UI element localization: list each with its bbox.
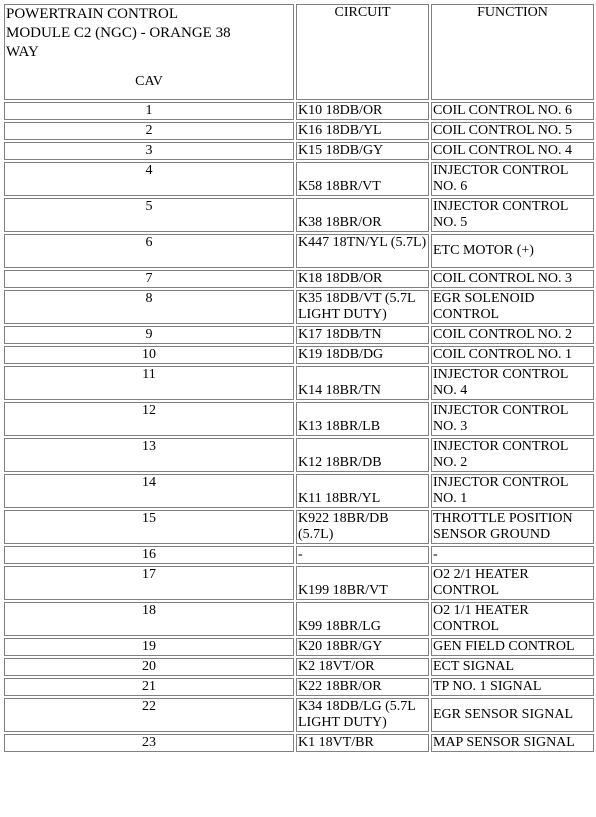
cav-cell: 14: [4, 474, 294, 508]
cav-cell: 19: [4, 638, 294, 656]
table-row: [4, 546, 594, 564]
circuit-cell: K20 18BR/GY: [296, 638, 429, 656]
table-row: [4, 326, 594, 344]
table-row: [4, 678, 594, 696]
function-cell: EGR SOLENOID CONTROL: [431, 290, 594, 324]
cav-cell: 18: [4, 602, 294, 636]
cav-cell: 6: [4, 234, 294, 268]
function-cell: COIL CONTROL NO. 2: [431, 326, 594, 344]
table-row: [4, 638, 594, 656]
function-cell: INJECTOR CONTROL NO. 3: [431, 402, 594, 436]
cav-cell: 3: [4, 142, 294, 160]
function-column-header: FUNCTION: [431, 4, 594, 100]
circuit-cell: K38 18BR/OR: [296, 198, 429, 232]
cav-cell: 11: [4, 366, 294, 400]
function-cell: THROTTLE POSITION SENSOR GROUND: [431, 510, 594, 544]
table-row: [4, 234, 594, 268]
function-cell: MAP SENSOR SIGNAL: [431, 734, 594, 752]
connector-title-line-1: POWERTRAIN CONTROL: [6, 6, 179, 22]
circuit-cell: K16 18DB/YL: [296, 122, 429, 140]
table-row: [4, 366, 594, 400]
cav-cell: 15: [4, 510, 294, 544]
circuit-cell: K447 18TN/YL (5.7L): [296, 234, 429, 268]
table-row: [4, 566, 594, 600]
cav-cell: 17: [4, 566, 294, 600]
circuit-cell: K10 18DB/OR: [296, 102, 429, 120]
circuit-cell: K17 18DB/TN: [296, 326, 429, 344]
circuit-cell: K15 18DB/GY: [296, 142, 429, 160]
table-row: [4, 698, 594, 732]
circuit-cell: K22 18BR/OR: [296, 678, 429, 696]
table-row: [4, 402, 594, 436]
cav-cell: 22: [4, 698, 294, 732]
table-row: [4, 474, 594, 508]
function-cell: INJECTOR CONTROL NO. 1: [431, 474, 594, 508]
cav-cell: 4: [4, 162, 294, 196]
function-cell: O2 1/1 HEATER CONTROL: [431, 602, 594, 636]
table-row: [4, 602, 594, 636]
connector-pinout-table: [2, 2, 596, 754]
table-row: [4, 270, 594, 288]
circuit-cell: K58 18BR/VT: [296, 162, 429, 196]
table-row: [4, 162, 594, 196]
circuit-cell: K99 18BR/LG: [296, 602, 429, 636]
function-cell: ETC MOTOR (+): [431, 234, 594, 268]
function-cell: INJECTOR CONTROL NO. 6: [431, 162, 594, 196]
cav-header-cell: [4, 4, 294, 100]
circuit-cell: K2 18VT/OR: [296, 658, 429, 676]
circuit-cell: K35 18DB/VT (5.7L LIGHT DUTY): [296, 290, 429, 324]
cav-cell: 1: [4, 102, 294, 120]
function-cell: INJECTOR CONTROL NO. 4: [431, 366, 594, 400]
circuit-cell: K18 18DB/OR: [296, 270, 429, 288]
pinout-rows: [4, 102, 594, 752]
function-cell: ECT SIGNAL: [431, 658, 594, 676]
cav-cell: 23: [4, 734, 294, 752]
function-cell: -: [431, 546, 594, 564]
function-cell: TP NO. 1 SIGNAL: [431, 678, 594, 696]
table-row: [4, 102, 594, 120]
circuit-cell: K12 18BR/DB: [296, 438, 429, 472]
circuit-cell: K199 18BR/VT: [296, 566, 429, 600]
circuit-cell: K14 18BR/TN: [296, 366, 429, 400]
table-row: [4, 290, 594, 324]
circuit-cell: K34 18DB/LG (5.7L LIGHT DUTY): [296, 698, 429, 732]
function-cell: GEN FIELD CONTROL: [431, 638, 594, 656]
table-row: [4, 510, 594, 544]
table-row: [4, 658, 594, 676]
table-row: [4, 438, 594, 472]
cav-cell: 2: [4, 122, 294, 140]
function-cell: COIL CONTROL NO. 3: [431, 270, 594, 288]
circuit-cell: K1 18VT/BR: [296, 734, 429, 752]
cav-cell: 16: [4, 546, 294, 564]
cav-cell: 13: [4, 438, 294, 472]
circuit-column-header: CIRCUIT: [296, 4, 429, 100]
circuit-cell: K11 18BR/YL: [296, 474, 429, 508]
cav-cell: 9: [4, 326, 294, 344]
circuit-cell: K19 18DB/DG: [296, 346, 429, 364]
function-cell: O2 2/1 HEATER CONTROL: [431, 566, 594, 600]
circuit-cell: -: [296, 546, 429, 564]
function-cell: COIL CONTROL NO. 5: [431, 122, 594, 140]
connector-title-line-3: WAY: [6, 44, 39, 60]
circuit-cell: K13 18BR/LB: [296, 402, 429, 436]
cav-cell: 5: [4, 198, 294, 232]
table-row: [4, 122, 594, 140]
table-row: [4, 198, 594, 232]
function-cell: COIL CONTROL NO. 1: [431, 346, 594, 364]
cav-column-header: CAV: [135, 74, 163, 89]
cav-cell: 8: [4, 290, 294, 324]
header-row: [4, 4, 594, 100]
cav-cell: 10: [4, 346, 294, 364]
function-cell: INJECTOR CONTROL NO. 5: [431, 198, 594, 232]
function-cell: INJECTOR CONTROL NO. 2: [431, 438, 594, 472]
cav-cell: 7: [4, 270, 294, 288]
table-row: [4, 346, 594, 364]
function-cell: EGR SENSOR SIGNAL: [431, 698, 594, 732]
circuit-cell: K922 18BR/DB (5.7L): [296, 510, 429, 544]
function-cell: COIL CONTROL NO. 6: [431, 102, 594, 120]
table-row: [4, 734, 594, 752]
connector-title-line-2: MODULE C2 (NGC) - ORANGE 38: [6, 25, 231, 41]
table-row: [4, 142, 594, 160]
cav-cell: 20: [4, 658, 294, 676]
cav-cell: 12: [4, 402, 294, 436]
function-cell: COIL CONTROL NO. 4: [431, 142, 594, 160]
cav-cell: 21: [4, 678, 294, 696]
